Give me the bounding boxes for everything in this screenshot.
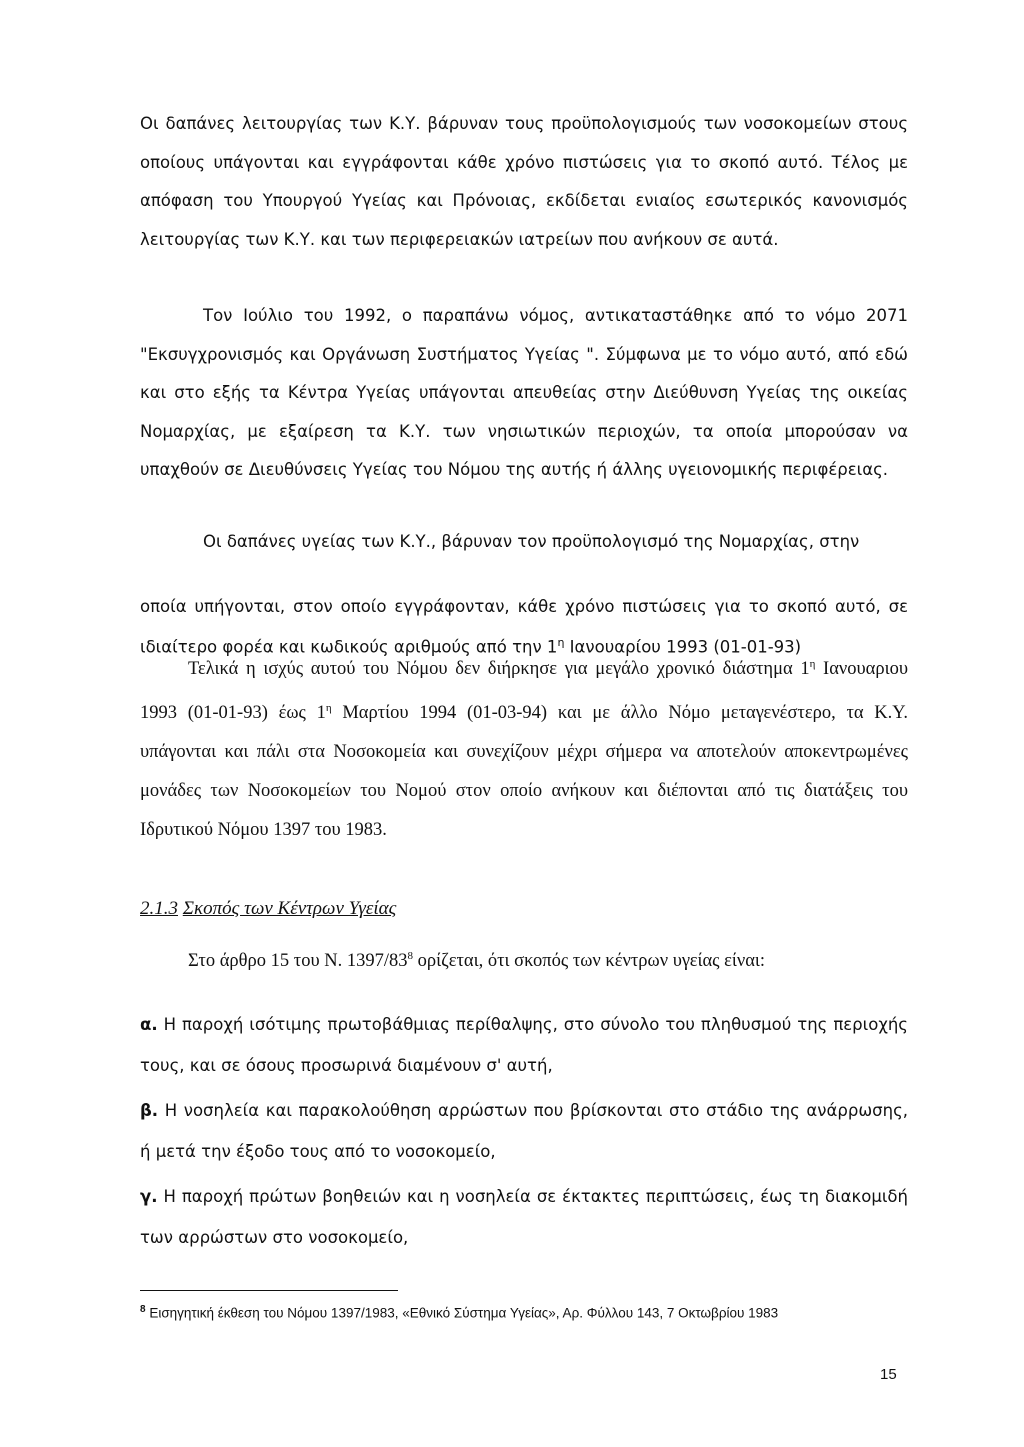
superscript-marker: η <box>557 636 565 649</box>
paragraph-law-duration-c: Μαρτίου 1994 (01-03-94) και με άλλο Νόμο μεταγενέστερο, τα Κ.Υ. υπάγονται και πάλι στα Νοσοκομεία και συνεχίζουν μέχρι σήμερα να αποτελούν αποκεντρωμένες μονάδες των Νοσοκομείων του Νομού στον οποίο ανήκουν και διέπονται από τις διατάξεις του Ιδρυτικού Νόμου 1397 του 1983. <box>140 703 908 841</box>
page-number: 15 <box>880 1366 897 1383</box>
list-item <box>140 1004 908 1086</box>
paragraph-law-2071: Τον Ιούλιο του 1992, ο παραπάνω νόμος, αντικαταστάθηκε από το νόμο 2071 "Εκσυγχρονισμός και Οργάνωση Συστήματος Υγείας ". Σύμφωνα με το νόμο αυτό, από εδώ και στο εξής τα Κέντρα Υγείας υπάγονται απευθείας στην Διεύθυνση Υγείας της οικείας Νομαρχίας, με εξαίρεση τα Κ.Υ. των νησιωτικών περιοχών, τα οποία μπορούσαν να υπαχθούν σε Διευθύνσεις Υγείας του Νόμου της αυτής ή άλλης υγειονομικής περιφέρειας. <box>140 306 908 479</box>
superscript-marker: η <box>325 702 332 715</box>
superscript-marker: η <box>809 658 816 670</box>
section-heading <box>140 898 396 920</box>
section-title: Σκοπός των Κέντρων Υγείας <box>182 898 397 919</box>
paragraph-law-duration-b: Ιανουαριου 1993 (01-01-93) έως 1 <box>140 659 908 724</box>
list-item <box>140 1090 908 1172</box>
list-marker: α. <box>140 1015 158 1034</box>
paragraph-article-15 <box>188 950 908 972</box>
list-marker: γ. <box>140 1187 158 1206</box>
footnote-divider <box>140 1290 398 1291</box>
paragraph-health-expenses-text: οποία υπήγονται, στον οποίο εγγράφονταν, κάθε χρόνο πιστώσεις για το σκοπό αυτό, σε ιδιαίτερο φορέα και κωδικούς αριθμούς από την 1 <box>140 597 908 657</box>
footnote-number: 8 <box>140 1304 146 1315</box>
article-text-end: ορίζεται, ότι σκοπός των κέντρων υγείας είναι: <box>412 951 766 972</box>
paragraph-health-expenses-date: Ιανουαρίου 1993 (01-01-93) <box>564 637 802 657</box>
article-text-start: Στο άρθρο 15 του Ν. 1397/83 <box>188 951 408 972</box>
paragraph-expenses-hospitals: Οι δαπάνες λειτουργίας των Κ.Υ. βάρυναν τους προϋπολογισμούς των νοσοκομείων στους οποίους υπάγονται και εγγράφονται κάθε χρόνο πιστώσεις για το σκοπό αυτό. Τέλος με απόφαση του Υπουργού Υγείας και Πρόνοιας, εκδίδεται ενιαίος εσωτερικός κανονισμός λειτουργίας των Κ.Υ. και των περιφερειακών ιατρείων που ανήκουν σε αυτά. <box>140 114 908 249</box>
paragraph-health-expenses-start: Οι δαπάνες υγείας των Κ.Υ., βάρυναν τον προϋπολογισμό της Νομαρχίας, στην <box>203 532 860 551</box>
list-item <box>140 1176 908 1258</box>
section-number: 2.1.3 <box>140 898 178 919</box>
paragraph-law-duration-a: Τελικά η ισχύς αυτού του Νόμου δεν διήρκησε για μεγάλο χρονικό διάστημα 1 <box>188 659 810 680</box>
list-marker: β. <box>140 1101 159 1120</box>
list-item-text: Η παροχή ισότιμης πρωτοβάθμιας περίθαλψης, στο σύνολο του πληθυσμού της περιοχής τους, και σε όσους προσωρινά διαμένουν σ' αυτή, <box>140 1015 908 1075</box>
paragraph-law-duration <box>140 645 908 850</box>
footnote-reference[interactable]: 8 <box>407 950 413 962</box>
footnote <box>140 1304 920 1321</box>
list-item-text: Η παροχή πρώτων βοηθειών και η νοσηλεία σε έκτακτες περιπτώσεις, έως τη διακομιδή των αρρώστων στο νοσοκομείο, <box>140 1187 908 1247</box>
footnote-text: Εισηγητική έκθεση του Νόμου 1397/1983, «Εθνικό Σύστημα Υγείας», Αρ. Φύλλου 143, 7 Οκτωβρίου 1983 <box>145 1305 779 1321</box>
list-item-text: Η νοσηλεία και παρακολούθηση αρρώστων που βρίσκονται στο στάδιο της ανάρρωσης, ή μετά την έξοδο τους από το νοσοκομείο, <box>140 1101 908 1161</box>
